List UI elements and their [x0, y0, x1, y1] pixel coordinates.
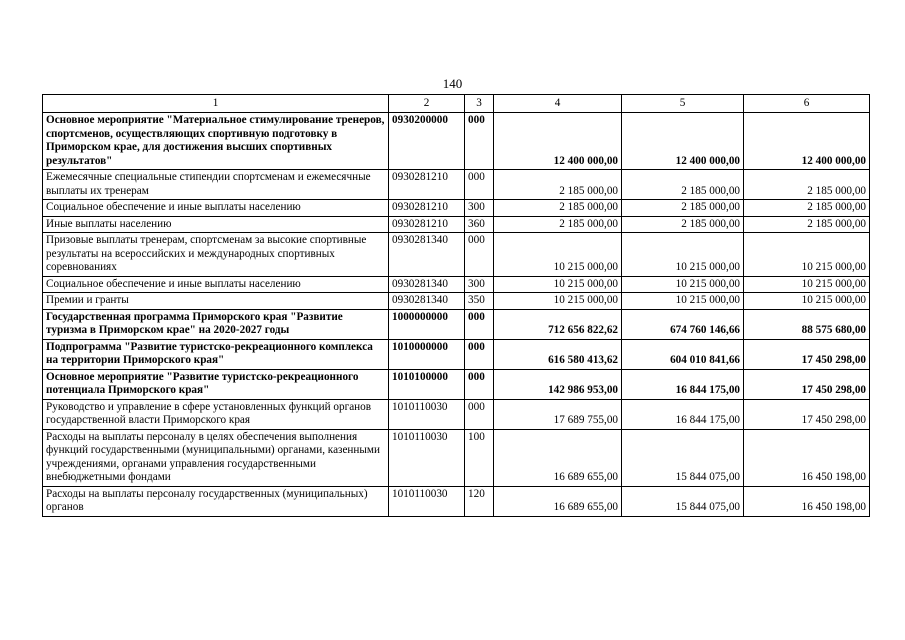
- row-csr-cell: 0930281340: [389, 276, 465, 293]
- row-vr-cell: 120: [465, 486, 494, 516]
- row-csr-cell: 1010110030: [389, 399, 465, 429]
- row-amount-year-3: 16 450 198,00: [744, 486, 870, 516]
- row-vr-cell: 000: [465, 233, 494, 277]
- row-name-cell: Призовые выплаты тренерам, спортсменам за высокие спортивные результаты на всероссийских и международных спортивных соревнованиях: [43, 233, 389, 277]
- row-csr-cell: 0930281340: [389, 233, 465, 277]
- row-amount-year-2: 604 010 841,66: [622, 339, 744, 369]
- row-amount-year-2: 15 844 075,00: [622, 486, 744, 516]
- row-csr-cell: 1000000000: [389, 309, 465, 339]
- budget-table: [42, 94, 870, 517]
- row-name-cell: Расходы на выплаты персоналу в целях обеспечения выполнения функций государственными (муниципальными) органами, казенными учреждениями, органами управления государственными внебюджетными фондами: [43, 429, 389, 486]
- row-vr-cell: 000: [465, 339, 494, 369]
- page-number: 140: [442, 76, 463, 91]
- row-amount-year-3: 10 215 000,00: [744, 293, 870, 310]
- row-vr-cell: 000: [465, 309, 494, 339]
- row-amount-year-3: 12 400 000,00: [744, 113, 870, 170]
- row-amount-year-1: 616 580 413,62: [494, 339, 622, 369]
- row-csr-cell: 1010110030: [389, 486, 465, 516]
- row-name-cell: Социальное обеспечение и иные выплаты населению: [43, 200, 389, 217]
- table-row: [43, 429, 870, 486]
- row-amount-year-3: 2 185 000,00: [744, 170, 870, 200]
- row-vr-cell: 350: [465, 293, 494, 310]
- header-cell-year-3: 6: [744, 95, 870, 113]
- row-amount-year-1: 10 215 000,00: [494, 233, 622, 277]
- row-amount-year-2: 16 844 175,00: [622, 399, 744, 429]
- table-row: [43, 399, 870, 429]
- row-amount-year-2: 2 185 000,00: [622, 200, 744, 217]
- row-csr-cell: 0930281210: [389, 216, 465, 233]
- table-row: [43, 216, 870, 233]
- header-cell-year-1: 4: [494, 95, 622, 113]
- row-name-cell: Премии и гранты: [43, 293, 389, 310]
- table-row: [43, 339, 870, 369]
- row-vr-cell: 300: [465, 276, 494, 293]
- row-amount-year-2: 12 400 000,00: [622, 113, 744, 170]
- row-name-cell: Основное мероприятие "Материальное стимулирование тренеров, спортсменов, осуществляющих спортивную подготовку в Приморском крае, для достижения высших спортивных результатов": [43, 113, 389, 170]
- row-amount-year-3: 2 185 000,00: [744, 200, 870, 217]
- row-vr-cell: 000: [465, 170, 494, 200]
- row-amount-year-2: 2 185 000,00: [622, 170, 744, 200]
- header-cell-name: 1: [43, 95, 389, 113]
- row-amount-year-1: 17 689 755,00: [494, 399, 622, 429]
- table-row: [43, 233, 870, 277]
- table-row: [43, 486, 870, 516]
- table-row: [43, 200, 870, 217]
- row-name-cell: Расходы на выплаты персоналу государственных (муниципальных) органов: [43, 486, 389, 516]
- row-amount-year-3: 16 450 198,00: [744, 429, 870, 486]
- row-vr-cell: 100: [465, 429, 494, 486]
- row-amount-year-2: 10 215 000,00: [622, 293, 744, 310]
- header-cell-csr: 2: [389, 95, 465, 113]
- row-amount-year-1: 10 215 000,00: [494, 293, 622, 310]
- row-vr-cell: 360: [465, 216, 494, 233]
- row-name-cell: Ежемесячные специальные стипендии спортсменам и ежемесячные выплаты их тренерам: [43, 170, 389, 200]
- row-name-cell: Государственная программа Приморского края "Развитие туризма в Приморском крае" на 2020-2027 годы: [43, 309, 389, 339]
- row-amount-year-3: 17 450 298,00: [744, 369, 870, 399]
- row-vr-cell: 000: [465, 399, 494, 429]
- row-amount-year-3: 17 450 298,00: [744, 399, 870, 429]
- row-csr-cell: 1010110030: [389, 429, 465, 486]
- row-amount-year-1: 2 185 000,00: [494, 200, 622, 217]
- row-amount-year-1: 712 656 822,62: [494, 309, 622, 339]
- row-vr-cell: 000: [465, 113, 494, 170]
- row-amount-year-1: 10 215 000,00: [494, 276, 622, 293]
- row-name-cell: Социальное обеспечение и иные выплаты населению: [43, 276, 389, 293]
- row-amount-year-2: 2 185 000,00: [622, 216, 744, 233]
- row-amount-year-2: 674 760 146,66: [622, 309, 744, 339]
- row-name-cell: Руководство и управление в сфере установленных функций органов государственной власти Приморского края: [43, 399, 389, 429]
- row-amount-year-2: 15 844 075,00: [622, 429, 744, 486]
- row-name-cell: Подпрограмма "Развитие туристско-рекреационного комплекса на территории Приморского края": [43, 339, 389, 369]
- table-row: [43, 276, 870, 293]
- table-row: [43, 113, 870, 170]
- row-amount-year-2: 10 215 000,00: [622, 276, 744, 293]
- row-amount-year-2: 10 215 000,00: [622, 233, 744, 277]
- row-amount-year-1: 12 400 000,00: [494, 113, 622, 170]
- row-amount-year-2: 16 844 175,00: [622, 369, 744, 399]
- row-amount-year-3: 17 450 298,00: [744, 339, 870, 369]
- table-row: [43, 293, 870, 310]
- row-amount-year-1: 16 689 655,00: [494, 429, 622, 486]
- row-name-cell: Основное мероприятие "Развитие туристско-рекреационного потенциала Приморского края": [43, 369, 389, 399]
- row-csr-cell: 1010000000: [389, 339, 465, 369]
- header-cell-vr: 3: [465, 95, 494, 113]
- table-row: [43, 369, 870, 399]
- table-row: [43, 309, 870, 339]
- row-csr-cell: 0930200000: [389, 113, 465, 170]
- row-csr-cell: 0930281210: [389, 200, 465, 217]
- row-amount-year-3: 10 215 000,00: [744, 233, 870, 277]
- header-cell-year-2: 5: [622, 95, 744, 113]
- row-amount-year-1: 142 986 953,00: [494, 369, 622, 399]
- row-name-cell: Иные выплаты населению: [43, 216, 389, 233]
- row-vr-cell: 300: [465, 200, 494, 217]
- row-amount-year-1: 16 689 655,00: [494, 486, 622, 516]
- header-row: [43, 95, 870, 113]
- row-csr-cell: 0930281210: [389, 170, 465, 200]
- row-amount-year-3: 88 575 680,00: [744, 309, 870, 339]
- row-amount-year-3: 2 185 000,00: [744, 216, 870, 233]
- row-vr-cell: 000: [465, 369, 494, 399]
- row-amount-year-3: 10 215 000,00: [744, 276, 870, 293]
- row-amount-year-1: 2 185 000,00: [494, 170, 622, 200]
- row-amount-year-1: 2 185 000,00: [494, 216, 622, 233]
- row-csr-cell: 1010100000: [389, 369, 465, 399]
- row-csr-cell: 0930281340: [389, 293, 465, 310]
- table-row: [43, 170, 870, 200]
